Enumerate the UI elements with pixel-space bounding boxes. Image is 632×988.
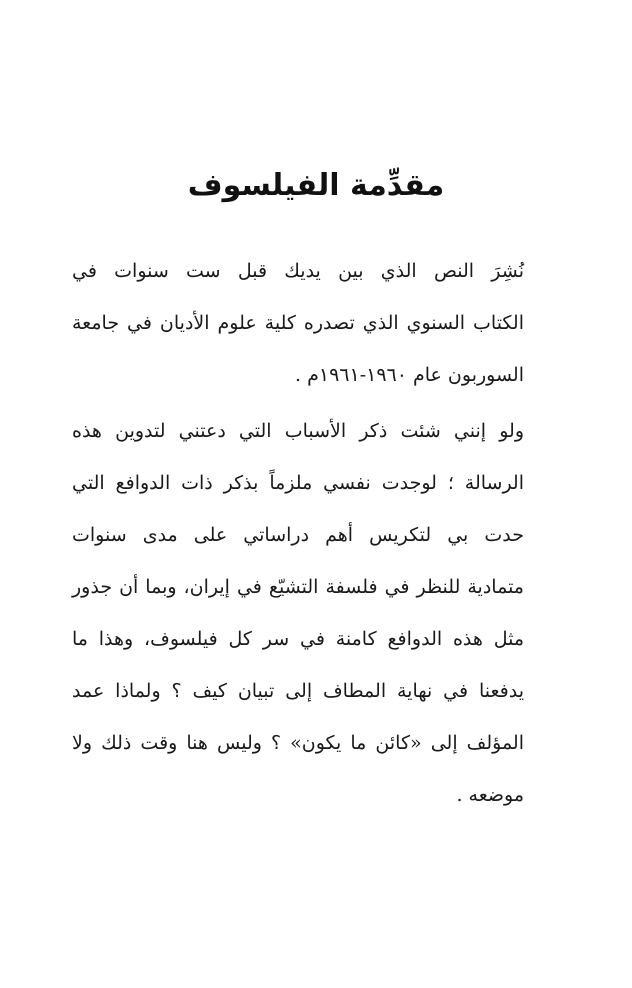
text-line: موضعه .: [456, 784, 524, 806]
paragraph-2-text: [72, 405, 524, 821]
text-line: نُشِرَ النص الذي بين يديك قبل ست سنوات في: [72, 260, 524, 282]
paragraph-1-text: [72, 245, 524, 401]
text-line: الكتاب السنوي الذي تصدره كلية علوم الأديان في جامعة: [72, 312, 524, 334]
text-line: مثل هذه الدوافع كامنة في سر كل فيلسوف، وهذا ما: [72, 628, 524, 650]
text-line: يدفعنا في نهاية المطاف إلى تبيان كيف ؟ ولماذا عمد: [72, 680, 524, 702]
text-line: متمادية للنظر في فلسفة التشيّع في إيران، وبما أن جذور: [72, 576, 524, 598]
text-line: ولو إنني شئت ذكر الأسباب التي دعتني لتدوين هذه: [72, 420, 524, 442]
text-line: المؤلف إلى «كائن ما يكون» ؟ وليس هنا وقت ذلك ولا: [72, 732, 524, 754]
paragraph-1: [72, 245, 524, 401]
text-line: الرسالة ؛ لوجدت نفسي ملزماً بذكر ذات الدوافع التي: [72, 472, 524, 494]
paragraph-2: [72, 405, 524, 821]
text-line: حدت بي لتكريس أهم دراساتي على مدى سنوات: [72, 524, 524, 546]
page-title: مقدِّمة الفيلسوف: [187, 168, 445, 204]
text-line: السوربون عام ١٩٦٠-١٩٦١م .: [295, 364, 524, 386]
